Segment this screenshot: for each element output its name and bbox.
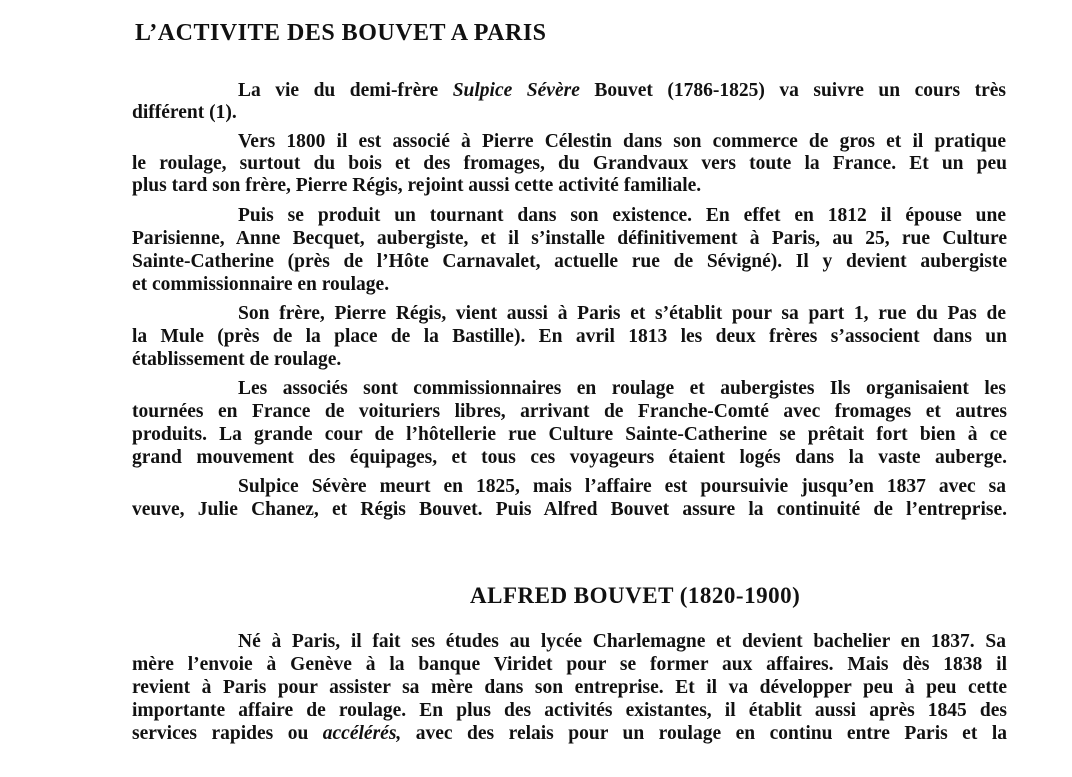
text-line: veuve, Julie Chanez, et Régis Bouvet. Puis Alfred Bouvet assure la continuité de l’entreprise. — [132, 499, 1007, 520]
text-line: mère l’envoie à Genève à la banque Viridet pour se former aux affaires. Mais dès 1838 il — [132, 654, 1007, 675]
text-line: grand mouvement des équipages, et tous ces voyageurs étaient logés dans la vaste auberge. — [132, 447, 1007, 468]
text-line: Puis se produit un tournant dans son existence. En effet en 1812 il épouse une — [238, 205, 1006, 226]
text-line: différent (1). — [132, 102, 237, 123]
text-line: et commissionnaire en roulage. — [132, 274, 390, 295]
text-line: le roulage, surtout du bois et des fromages, du Grandvaux vers toute la France. Et un peu — [132, 153, 1007, 174]
text-line: Né à Paris, il fait ses études au lycée Charlemagne et devient bachelier en 1837. Sa — [238, 631, 1006, 652]
text-line: la Mule (près de la place de la Bastille). En avril 1813 les deux frères s’associent dans un — [132, 326, 1007, 347]
text-line: revient à Paris pour assister sa mère dans son entreprise. Et il va développer peu à peu cette — [132, 677, 1007, 698]
text-line: La vie du demi-frère Sulpice Sévère Bouvet (1786-1825) va suivre un cours très — [238, 80, 1007, 101]
section-title-alfred-bouvet: ALFRED BOUVET (1820-1900) — [470, 583, 801, 608]
text-line: plus tard son frère, Pierre Régis, rejoint aussi cette activité familiale. — [132, 175, 702, 196]
italic-word: accélérés, — [322, 723, 402, 744]
text-line: Son frère, Pierre Régis, vient aussi à Paris et s’établit pour sa part 1, rue du Pas de — [238, 303, 1006, 324]
text-line: Sainte-Catherine (près de l’Hôte Carnavalet, actuelle rue de Sévigné). Il y devient aubergiste — [132, 251, 1007, 272]
text-line: produits. La grande cour de l’hôtellerie rue Culture Sainte-Catherine se prêtait fort bien à ce — [132, 424, 1007, 445]
text-line: Sulpice Sévère meurt en 1825, mais l’affaire est poursuivie jusqu’en 1837 avec sa — [238, 476, 1006, 497]
text-line: tournées en France de voituriers libres, arrivant de Franche-Comté avec fromages et autres — [132, 401, 1007, 422]
italic-name: Sulpice Sévère — [452, 80, 580, 101]
text-line: Les associés sont commissionnaires en roulage et aubergistes Ils organisaient les — [238, 378, 1006, 399]
text-line: services rapides ou accélérés, avec des relais pour un roulage en continu entre Paris et la — [132, 723, 1007, 744]
section-title-activite: L’ACTIVITE DES BOUVET A PARIS — [135, 20, 547, 46]
text-line: Vers 1800 il est associé à Pierre Célestin dans son commerce de gros et il pratique — [238, 131, 1006, 152]
text-line: établissement de roulage. — [132, 349, 342, 370]
text-line: importante affaire de roulage. En plus des activités existantes, il établit aussi après 1845 des — [132, 700, 1007, 721]
text-line: Parisienne, Anne Becquet, aubergiste, et il s’installe définitivement à Paris, au 25, rue Culture — [132, 228, 1007, 249]
